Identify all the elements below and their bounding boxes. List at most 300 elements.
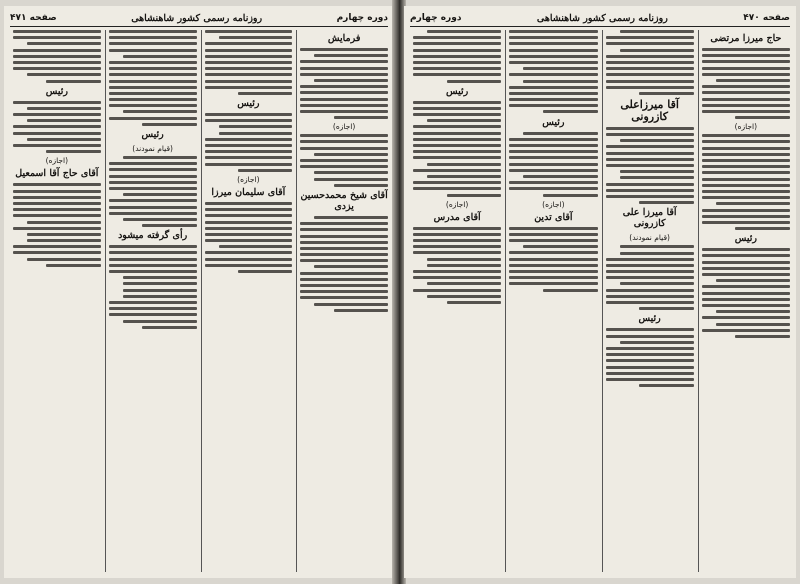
text-line (300, 110, 388, 113)
text-line (109, 258, 197, 261)
text-line (13, 251, 101, 254)
text-line (13, 183, 101, 186)
right-edition: دوره چهارم (410, 13, 462, 23)
text-line (620, 30, 694, 33)
text-line (702, 316, 790, 319)
text-line (205, 163, 293, 166)
text-block (606, 127, 694, 204)
text-line (109, 86, 197, 89)
text-line (205, 42, 293, 45)
text-line (620, 341, 694, 344)
text-line (413, 138, 501, 141)
text-line (702, 196, 790, 199)
text-block (205, 30, 293, 95)
text-block (109, 30, 197, 126)
text-line (109, 92, 197, 95)
column-heading: آقای حاج آقا اسمعیل (15, 168, 99, 180)
text-line (142, 326, 196, 329)
text-line (606, 372, 694, 375)
text-line (620, 282, 694, 285)
text-line (427, 258, 501, 261)
text-line (413, 73, 501, 76)
text-line (123, 156, 197, 159)
left-columns (10, 30, 388, 572)
column-subheading: (اجازه) (45, 156, 69, 166)
text-line (427, 119, 501, 122)
text-line (314, 79, 388, 82)
text-line (702, 190, 790, 193)
text-block (702, 48, 790, 119)
text-line (109, 162, 197, 165)
text-line (702, 153, 790, 156)
text-line (413, 181, 501, 184)
text-line (13, 61, 101, 64)
text-line (509, 138, 597, 141)
column-subheading: (قیام نمودند) (132, 144, 173, 153)
text-line (606, 73, 694, 76)
column-heading: آقای تدین (534, 211, 573, 223)
text-line (109, 42, 197, 45)
text-line (123, 276, 197, 279)
text-line (702, 273, 790, 276)
text-line (606, 152, 694, 155)
column-heading: آقای شیخ محمدحسین یزدی (300, 189, 388, 212)
column-heading: رأی گرفته میشود (118, 230, 188, 242)
column-subheading: (قیام نمودند) (629, 233, 670, 243)
left-edition: دوره چهارم (336, 13, 388, 23)
text-line (334, 116, 388, 119)
text-line (109, 313, 197, 316)
text-line (205, 67, 293, 70)
text-line (413, 61, 501, 64)
text-line (606, 158, 694, 161)
text-line (606, 258, 694, 261)
text-line (27, 107, 101, 110)
text-line (109, 67, 197, 70)
text-line (427, 30, 501, 33)
text-line (314, 153, 388, 156)
text-line (300, 91, 388, 94)
text-line (702, 304, 790, 307)
text-line (606, 61, 694, 64)
column-heading: آقای سلیمان میرزا (211, 186, 286, 198)
text-line (639, 201, 694, 204)
text-line (13, 101, 101, 104)
text-line (716, 79, 790, 82)
column-subheading: (اجازه) (237, 174, 260, 184)
column-heading: رئیس (237, 98, 260, 110)
text-line (509, 42, 597, 45)
text-line (702, 134, 790, 137)
text-line (300, 235, 388, 238)
text-line (606, 127, 694, 130)
text-block (300, 216, 388, 312)
text-line (205, 86, 293, 89)
text-line (300, 272, 388, 275)
text-block (13, 183, 101, 266)
text-line (702, 184, 790, 187)
text-line (413, 156, 501, 159)
text-line (109, 98, 197, 101)
text-block (702, 134, 790, 230)
text-line (427, 282, 501, 285)
text-line (543, 289, 598, 292)
text-line (606, 145, 694, 148)
text-line (300, 290, 388, 293)
right-columns (410, 30, 790, 572)
right-page-title: روزنامه رسمی کشور شاهنشاهی (536, 12, 668, 24)
text-line (509, 61, 597, 64)
text-line (205, 144, 293, 147)
text-line (413, 251, 501, 254)
text-line (314, 171, 388, 174)
text-line (702, 298, 790, 301)
text-line (413, 55, 501, 58)
column-heading: رئیس (446, 85, 469, 97)
text-line (300, 259, 388, 262)
text-block (413, 30, 501, 83)
text-line (109, 117, 197, 120)
text-line (109, 175, 197, 178)
text-line (109, 264, 197, 267)
right-page (404, 6, 796, 578)
text-line (300, 67, 388, 70)
text-line (300, 284, 388, 287)
column-heading: رئیس (141, 129, 164, 140)
text-block (509, 227, 597, 292)
text-line (509, 181, 597, 184)
text-line (13, 113, 101, 116)
text-line (509, 156, 597, 159)
text-line (413, 144, 501, 147)
text-line (300, 98, 388, 101)
text-line (509, 239, 597, 242)
text-line (523, 80, 597, 83)
text-line (509, 86, 597, 89)
text-line (509, 144, 597, 147)
text-line (606, 276, 694, 279)
text-line (702, 73, 790, 76)
text-line (109, 168, 197, 171)
text-line (123, 110, 197, 113)
text-line (509, 276, 597, 279)
left-column-3 (105, 30, 197, 572)
text-block (509, 30, 597, 113)
text-line (702, 98, 790, 101)
text-block (413, 227, 501, 304)
text-block (606, 328, 694, 387)
text-line (509, 163, 597, 166)
text-line (620, 245, 694, 248)
text-line (606, 164, 694, 167)
text-line (606, 366, 694, 369)
text-line (702, 254, 790, 257)
text-line (702, 285, 790, 288)
text-line (13, 245, 101, 248)
text-line (205, 221, 293, 224)
text-line (702, 261, 790, 264)
column-heading: فرمایش (327, 33, 361, 44)
right-column-1 (698, 30, 790, 572)
text-line (46, 264, 100, 267)
text-line (509, 258, 597, 261)
text-line (13, 190, 101, 193)
text-line (413, 245, 501, 248)
text-line (219, 132, 293, 135)
text-line (606, 80, 694, 83)
text-line (606, 353, 694, 356)
text-line (606, 359, 694, 362)
text-line (300, 228, 388, 231)
text-line (314, 265, 388, 268)
text-line (606, 335, 694, 338)
text-block (13, 30, 101, 83)
text-line (509, 98, 597, 101)
text-line (523, 132, 597, 135)
column-subheading: (اجازه) (734, 122, 758, 132)
text-line (702, 221, 790, 224)
left-page-title: روزنامه رسمی کشور شاهنشاهی (131, 12, 263, 24)
text-line (427, 175, 501, 178)
text-line (205, 251, 293, 254)
left-page-number: صفحه ۴۷۱ (10, 13, 57, 23)
text-line (205, 138, 293, 141)
text-line (620, 170, 694, 173)
text-line (413, 113, 501, 116)
text-line (523, 67, 597, 70)
text-line (109, 73, 197, 76)
text-line (702, 171, 790, 174)
text-block (205, 202, 293, 273)
text-line (702, 140, 790, 143)
right-page-header (410, 10, 790, 27)
text-line (109, 245, 197, 248)
text-line (702, 48, 790, 51)
text-line (509, 233, 597, 236)
text-line (109, 181, 197, 184)
text-line (716, 323, 790, 326)
text-line (314, 178, 388, 181)
text-line (109, 61, 197, 64)
text-block (109, 156, 197, 227)
text-line (639, 92, 694, 95)
text-line (300, 147, 388, 150)
text-line (735, 227, 790, 230)
text-line (735, 116, 790, 119)
text-line (620, 176, 694, 179)
text-line (413, 132, 501, 135)
text-line (413, 150, 501, 153)
text-line (427, 163, 501, 166)
text-line (509, 169, 597, 172)
text-line (109, 251, 197, 254)
text-line (300, 165, 388, 168)
text-line (413, 239, 501, 242)
text-line (123, 193, 197, 196)
text-line (300, 278, 388, 281)
text-line (109, 212, 197, 215)
text-line (300, 104, 388, 107)
column-subheading: (اجازه) (332, 122, 356, 132)
text-line (300, 140, 388, 143)
right-column-4 (410, 30, 501, 572)
text-line (334, 184, 388, 187)
text-line (27, 138, 101, 141)
column-heading: رئیس (542, 116, 565, 128)
text-line (702, 209, 790, 212)
column-heading: آقا میرزا علی کازرونی (622, 207, 677, 230)
text-line (702, 267, 790, 270)
text-line (413, 233, 501, 236)
text-line (205, 49, 293, 52)
text-line (509, 270, 597, 273)
column-heading: رئیس (734, 233, 757, 245)
text-line (109, 80, 197, 83)
text-block (300, 48, 388, 119)
text-line (702, 67, 790, 70)
text-line (447, 80, 502, 83)
left-page (4, 6, 394, 578)
text-line (13, 214, 101, 217)
column-heading: رئیس (45, 85, 68, 97)
text-line (13, 125, 101, 128)
text-line (205, 61, 293, 64)
text-block (300, 134, 388, 187)
text-line (702, 165, 790, 168)
text-line (13, 49, 101, 52)
text-block (606, 245, 694, 310)
text-line (300, 296, 388, 299)
text-line (509, 150, 597, 153)
text-line (427, 295, 501, 298)
text-line (238, 169, 292, 172)
text-line (606, 189, 694, 192)
text-line (300, 241, 388, 244)
text-line (606, 36, 694, 39)
text-line (702, 292, 790, 295)
text-line (606, 301, 694, 304)
text-line (205, 264, 293, 267)
text-line (205, 208, 293, 211)
text-line (142, 224, 196, 227)
text-block (13, 101, 101, 154)
text-line (13, 208, 101, 211)
text-line (123, 55, 197, 58)
text-line (123, 295, 197, 298)
text-line (606, 378, 694, 381)
text-line (300, 48, 388, 51)
text-line (413, 276, 501, 279)
text-line (142, 123, 196, 126)
text-line (735, 335, 790, 338)
text-block (509, 132, 597, 197)
text-line (523, 245, 597, 248)
text-line (205, 119, 293, 122)
text-line (109, 270, 197, 273)
text-line (509, 30, 597, 33)
text-line (205, 156, 293, 159)
text-line (702, 60, 790, 63)
text-line (27, 233, 101, 236)
text-line (205, 227, 293, 230)
text-line (27, 221, 101, 224)
text-line (427, 264, 501, 267)
text-line (109, 104, 197, 107)
text-line (27, 42, 101, 45)
text-line (606, 295, 694, 298)
text-line (205, 202, 293, 205)
text-line (314, 303, 388, 306)
text-line (238, 92, 292, 95)
text-line (606, 55, 694, 58)
text-line (46, 80, 100, 83)
text-line (447, 194, 502, 197)
text-line (205, 73, 293, 76)
text-line (219, 36, 293, 39)
left-column-4 (10, 30, 101, 572)
text-line (13, 202, 101, 205)
text-block (413, 101, 501, 197)
text-line (606, 133, 694, 136)
text-line (413, 101, 501, 104)
text-block (109, 245, 197, 328)
text-line (702, 104, 790, 107)
text-line (27, 119, 101, 122)
text-line (13, 144, 101, 147)
text-line (109, 187, 197, 190)
text-line (606, 195, 694, 198)
text-line (702, 215, 790, 218)
text-line (543, 194, 598, 197)
text-line (413, 227, 501, 230)
text-line (509, 92, 597, 95)
text-line (509, 55, 597, 58)
text-line (109, 199, 197, 202)
text-line (716, 279, 790, 282)
text-line (413, 169, 501, 172)
text-line (702, 178, 790, 181)
text-line (109, 30, 197, 33)
column-subheading: (اجازه) (445, 199, 469, 209)
text-line (509, 251, 597, 254)
text-line (123, 218, 197, 221)
text-line (13, 36, 101, 39)
text-line (620, 252, 694, 255)
text-line (13, 132, 101, 135)
left-column-2 (201, 30, 293, 572)
text-line (716, 310, 790, 313)
right-column-2 (602, 30, 694, 572)
text-line (109, 49, 197, 52)
text-line (46, 150, 100, 153)
text-line (620, 139, 694, 142)
text-line (13, 30, 101, 33)
text-line (523, 175, 597, 178)
text-line (702, 329, 790, 332)
text-line (702, 147, 790, 150)
right-page-number: صفحه ۴۷۰ (743, 13, 790, 23)
text-line (13, 55, 101, 58)
text-line (413, 289, 501, 292)
column-heading: آقای مدرس (433, 211, 481, 223)
text-line (205, 30, 293, 33)
column-heading: رئیس (638, 313, 661, 325)
text-line (702, 54, 790, 57)
text-block (702, 248, 790, 338)
text-line (606, 328, 694, 331)
text-line (413, 67, 501, 70)
text-line (205, 150, 293, 153)
